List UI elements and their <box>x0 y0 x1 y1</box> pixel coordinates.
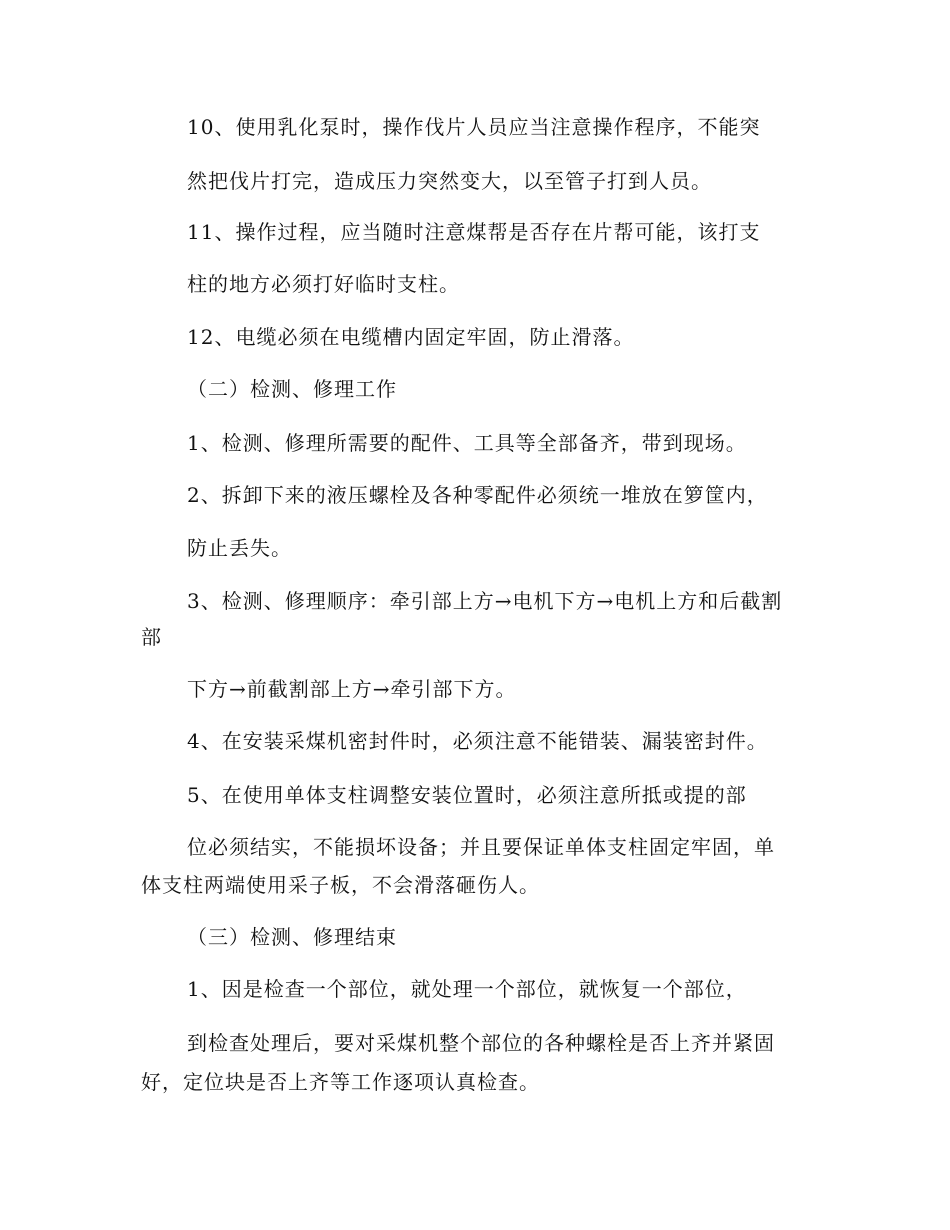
section-heading: （二）检测、修理工作 <box>187 377 397 401</box>
text-line: 部 <box>141 625 162 649</box>
text-line: 2、拆卸下来的液压螺栓及各种零配件必须统一堆放在箩筐内， <box>187 483 768 507</box>
text-line: 位必须结实，不能损坏设备；并且要保证单体支柱固定牢固，单 <box>187 835 775 859</box>
text-line: 体支柱两端使用采子板，不会滑落砸伤人。 <box>141 873 540 897</box>
text-line: 防止丢失。 <box>187 536 292 560</box>
text-line: 然把伐片打完，造成压力突然变大，以至管子打到人员。 <box>187 169 712 193</box>
text-line: 4、在安装采煤机密封件时，必须注意不能错装、漏装密封件。 <box>187 729 768 753</box>
text-line: 1、检测、修理所需要的配件、工具等全部备齐，带到现场。 <box>187 431 747 455</box>
text-line: 好，定位块是否上齐等工作逐项认真检查。 <box>141 1070 540 1094</box>
text-line: 柱的地方必须打好临时支柱。 <box>187 272 460 296</box>
text-line: 下方→前截割部上方→牵引部下方。 <box>187 677 517 701</box>
text-line: 12、电缆必须在电缆槽内固定牢固，防止滑落。 <box>187 325 635 349</box>
text-line: 5、在使用单体支柱调整安装位置时，必须注意所抵或提的部 <box>187 783 747 807</box>
section-heading: （三）检测、修理结束 <box>187 925 397 949</box>
text-line: 11、操作过程，应当随时注意煤帮是否存在片帮可能，该打支 <box>187 220 761 244</box>
text-line: 1、因是检查一个部位，就处理一个部位，就恢复一个部位， <box>187 977 747 1001</box>
text-line: 10、使用乳化泵时，操作伐片人员应当注意操作程序，不能突 <box>187 115 761 139</box>
text-line: 3、检测、修理顺序：牵引部上方→电机下方→电机上方和后截割 <box>187 589 783 613</box>
text-line: 到检查处理后，要对采煤机整个部位的各种螺栓是否上齐并紧固 <box>187 1031 775 1055</box>
